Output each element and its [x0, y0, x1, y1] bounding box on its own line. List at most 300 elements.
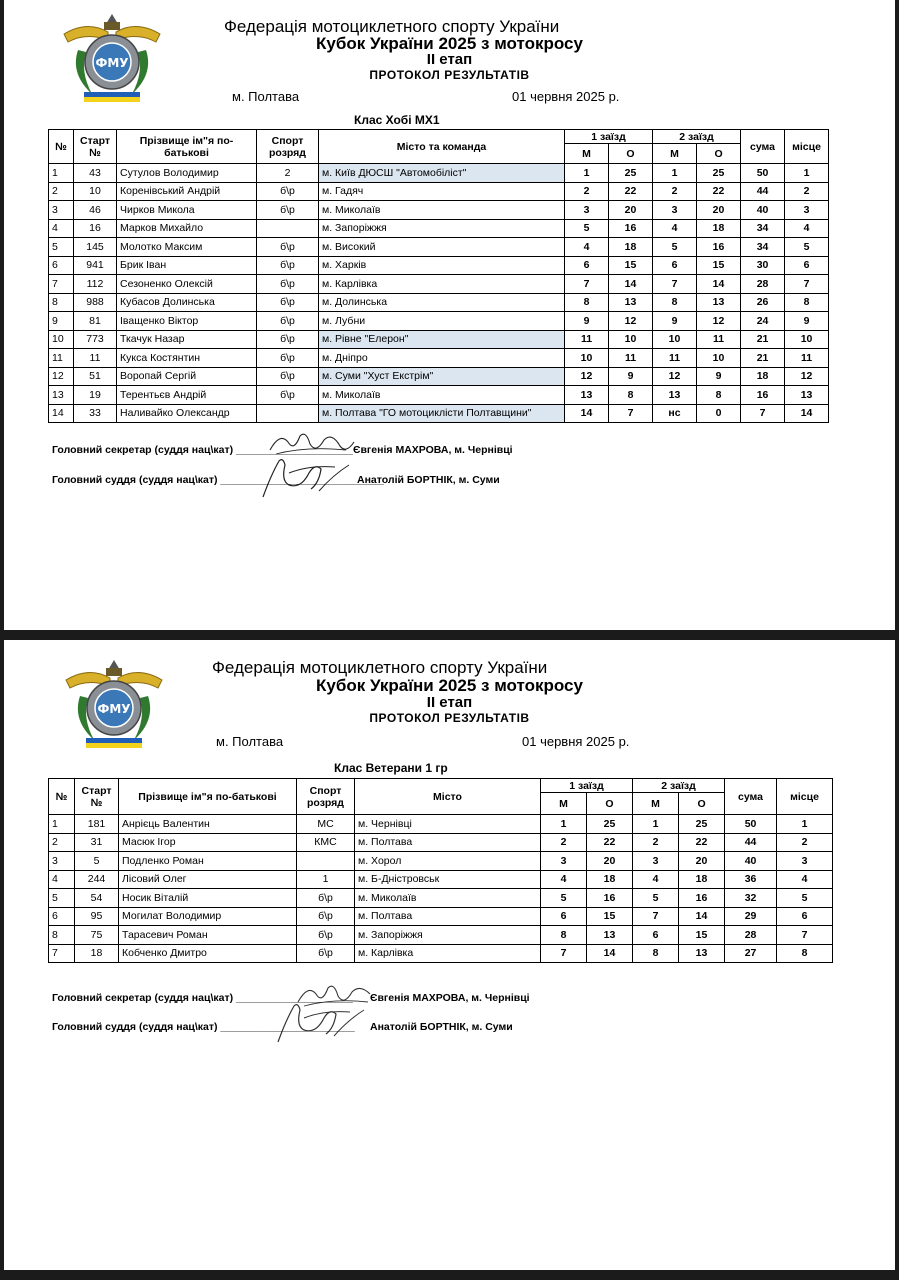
class-title: Клас Хобі МХ1 [354, 113, 440, 127]
col-start: Старт № [75, 779, 119, 815]
cell-rank: 1 [297, 870, 355, 889]
table-row [49, 386, 829, 405]
col-race1-o: О [609, 144, 653, 164]
col-race2: 2 заїзд [633, 779, 725, 793]
federation-logo [62, 12, 162, 106]
cell-race2-o: 22 [697, 182, 741, 201]
cell-race1-m: 6 [541, 907, 587, 926]
cell-race1-o: 15 [587, 907, 633, 926]
col-race2-m: М [633, 793, 679, 815]
cell-start: 18 [75, 944, 119, 963]
cell-rank: б\р [257, 293, 319, 312]
cell-race2-m: 6 [633, 926, 679, 945]
col-place: місце [777, 779, 833, 815]
cell-race2-o: 18 [679, 870, 725, 889]
cell-name: Носик Віталій [119, 889, 297, 908]
cell-race2-o: 25 [679, 815, 725, 834]
cell-race1-m: 6 [565, 256, 609, 275]
col-race2-o: О [679, 793, 725, 815]
table-row [49, 907, 833, 926]
cell-num: 5 [49, 889, 75, 908]
cell-num: 10 [49, 330, 74, 349]
cell-start: 33 [74, 404, 117, 423]
cell-place: 1 [777, 815, 833, 834]
cell-name: Сутулов Володимир [117, 164, 257, 183]
judge-label: Головний суддя (суддя нац\кат) _______________________ [52, 1021, 355, 1033]
cell-race2-o: 14 [697, 275, 741, 294]
cell-race2-o: 9 [697, 367, 741, 386]
cell-race1-o: 8 [609, 386, 653, 405]
cell-team: м. Лубни [319, 312, 565, 331]
cell-sum: 21 [741, 330, 785, 349]
cell-place: 1 [785, 164, 829, 183]
cell-race2-o: 13 [679, 944, 725, 963]
cell-team: м. Карлівка [355, 944, 541, 963]
col-race2-m: М [653, 144, 697, 164]
cell-race2-m: 4 [633, 870, 679, 889]
col-race1: 1 заїзд [541, 779, 633, 793]
cell-sum: 50 [725, 815, 777, 834]
cell-name: Тарасевич Роман [119, 926, 297, 945]
cell-start: 31 [75, 833, 119, 852]
table-row [49, 889, 833, 908]
table-row [49, 404, 829, 423]
cell-rank: КМС [297, 833, 355, 852]
cell-race1-o: 25 [587, 815, 633, 834]
col-team: Місто та команда [319, 130, 565, 164]
logo-text: ФМУ [95, 56, 129, 70]
cell-team: м. Київ ДЮСШ "Автомобіліст" [319, 164, 565, 183]
cell-race1-m: 10 [565, 349, 609, 368]
secretary-label: Головний секретар (суддя нац\кат) ____________________ [52, 444, 353, 456]
cell-race1-m: 2 [565, 182, 609, 201]
col-place: місце [785, 130, 829, 164]
cell-race1-m: 3 [541, 852, 587, 871]
cell-race1-m: 5 [541, 889, 587, 908]
cell-race1-o: 14 [609, 275, 653, 294]
col-rank: Спорт розряд [257, 130, 319, 164]
cell-race2-m: 3 [633, 852, 679, 871]
cell-name: Сезоненко Олексій [117, 275, 257, 294]
cell-place: 6 [785, 256, 829, 275]
cell-name: Лісовий Олег [119, 870, 297, 889]
cell-rank: б\р [257, 201, 319, 220]
cell-start: 5 [75, 852, 119, 871]
cell-num: 14 [49, 404, 74, 423]
cell-sum: 40 [725, 852, 777, 871]
cell-team: м. Високий [319, 238, 565, 257]
cell-start: 773 [74, 330, 117, 349]
cell-team: м. Миколаїв [319, 386, 565, 405]
cell-team: м. Карлівка [319, 275, 565, 294]
cell-place: 4 [777, 870, 833, 889]
cell-place: 8 [777, 944, 833, 963]
protocol-page-2 [4, 640, 895, 1270]
cell-place: 3 [785, 201, 829, 220]
cell-race2-m: 2 [653, 182, 697, 201]
cell-num: 6 [49, 907, 75, 926]
cell-start: 51 [74, 367, 117, 386]
cell-num: 7 [49, 944, 75, 963]
cell-race2-o: 13 [697, 293, 741, 312]
judge-name: Анатолій БОРТНІК, м. Суми [357, 474, 500, 486]
federation-title: Федерація мотоциклетного спорту України [212, 658, 548, 677]
cell-race2-o: 14 [679, 907, 725, 926]
cell-name: Наливайко Олександр [117, 404, 257, 423]
col-race1-m: М [565, 144, 609, 164]
cell-race1-o: 11 [609, 349, 653, 368]
cell-sum: 29 [725, 907, 777, 926]
cell-team: м. Хорол [355, 852, 541, 871]
cell-team: м. Дніпро [319, 349, 565, 368]
cell-name: Масюк Ігор [119, 833, 297, 852]
cell-team: м. Полтава [355, 833, 541, 852]
cell-sum: 21 [741, 349, 785, 368]
class-title: Клас Ветерани 1 гр [334, 761, 448, 775]
cell-race2-m: 9 [653, 312, 697, 331]
cell-race2-o: 0 [697, 404, 741, 423]
cell-start: 16 [74, 219, 117, 238]
table-row [49, 256, 829, 275]
cell-race1-o: 15 [609, 256, 653, 275]
cell-race1-o: 20 [587, 852, 633, 871]
cell-race1-o: 12 [609, 312, 653, 331]
cell-race1-o: 22 [609, 182, 653, 201]
cell-race1-o: 10 [609, 330, 653, 349]
cell-place: 5 [777, 889, 833, 908]
cell-rank: б\р [297, 926, 355, 945]
cell-race2-o: 8 [697, 386, 741, 405]
cell-race1-o: 16 [609, 219, 653, 238]
cell-race1-o: 25 [609, 164, 653, 183]
results-table [48, 778, 833, 963]
cell-start: 941 [74, 256, 117, 275]
cell-race1-o: 20 [609, 201, 653, 220]
cell-name: Коренівський Андрій [117, 182, 257, 201]
cell-team: м. Запоріжжя [319, 219, 565, 238]
cell-race2-o: 16 [679, 889, 725, 908]
cell-sum: 30 [741, 256, 785, 275]
col-name: Прізвище ім"я по-батькові [117, 130, 257, 164]
cell-rank [297, 852, 355, 871]
cell-rank: б\р [257, 386, 319, 405]
cell-race1-o: 22 [587, 833, 633, 852]
cell-race1-m: 2 [541, 833, 587, 852]
cell-team: м. Суми "Хуст Екстрім" [319, 367, 565, 386]
logo-text: ФМУ [97, 702, 131, 716]
cell-place: 11 [785, 349, 829, 368]
table-row [49, 275, 829, 294]
protocol-title: ПРОТОКОЛ РЕЗУЛЬТАТІВ [369, 68, 530, 82]
cell-rank: б\р [257, 349, 319, 368]
results-table [48, 129, 829, 423]
cell-race2-m: 7 [633, 907, 679, 926]
cell-race2-m: 8 [653, 293, 697, 312]
cell-sum: 34 [741, 219, 785, 238]
cell-race2-o: 11 [697, 330, 741, 349]
cell-team: м. Миколаїв [355, 889, 541, 908]
cell-race2-o: 20 [697, 201, 741, 220]
cell-start: 244 [75, 870, 119, 889]
cell-sum: 44 [741, 182, 785, 201]
col-start: Старт № [74, 130, 117, 164]
table-row [49, 164, 829, 183]
cell-race2-o: 18 [697, 219, 741, 238]
cell-name: Кукса Костянтин [117, 349, 257, 368]
col-sum: сума [725, 779, 777, 815]
table-row [49, 349, 829, 368]
cell-rank [257, 219, 319, 238]
cell-start: 145 [74, 238, 117, 257]
cell-start: 10 [74, 182, 117, 201]
cell-num: 2 [49, 833, 75, 852]
secretary-name: Євгенія МАХРОВА, м. Чернівці [370, 992, 530, 1004]
cell-num: 8 [49, 293, 74, 312]
cell-race2-m: 12 [653, 367, 697, 386]
cell-race2-o: 16 [697, 238, 741, 257]
event-date: 01 червня 2025 р. [522, 734, 630, 749]
table-row [49, 367, 829, 386]
cell-start: 988 [74, 293, 117, 312]
cell-race2-o: 25 [697, 164, 741, 183]
cell-name: Молотко Максим [117, 238, 257, 257]
stage-title: ІІ етап [426, 694, 473, 711]
cell-rank: б\р [257, 330, 319, 349]
cell-race2-m: 13 [653, 386, 697, 405]
cell-race1-m: 1 [565, 164, 609, 183]
cell-rank: б\р [257, 182, 319, 201]
judge-name: Анатолій БОРТНІК, м. Суми [370, 1021, 513, 1033]
cell-name: Могилат Володимир [119, 907, 297, 926]
cell-race2-m: 5 [653, 238, 697, 257]
cell-start: 95 [75, 907, 119, 926]
cell-race2-m: 10 [653, 330, 697, 349]
cell-race1-m: 9 [565, 312, 609, 331]
table-row [49, 293, 829, 312]
cell-race1-m: 3 [565, 201, 609, 220]
cell-sum: 24 [741, 312, 785, 331]
cell-rank: б\р [297, 907, 355, 926]
cell-sum: 36 [725, 870, 777, 889]
table-row [49, 833, 833, 852]
cell-rank: б\р [297, 944, 355, 963]
cell-place: 7 [777, 926, 833, 945]
cell-place: 6 [777, 907, 833, 926]
stage-title: ІІ етап [426, 51, 473, 68]
cell-race1-m: 7 [541, 944, 587, 963]
cell-name: Воропай Сергій [117, 367, 257, 386]
cell-race1-o: 16 [587, 889, 633, 908]
cell-place: 10 [785, 330, 829, 349]
cell-race2-m: нс [653, 404, 697, 423]
cell-start: 181 [75, 815, 119, 834]
col-race1-o: О [587, 793, 633, 815]
cell-start: 81 [74, 312, 117, 331]
cell-race1-m: 1 [541, 815, 587, 834]
table-row [49, 312, 829, 331]
cell-rank: б\р [297, 889, 355, 908]
cell-race2-o: 22 [679, 833, 725, 852]
cell-place: 12 [785, 367, 829, 386]
cell-rank: б\р [257, 238, 319, 257]
cell-sum: 34 [741, 238, 785, 257]
cell-team: м. Полтава [355, 907, 541, 926]
cell-sum: 50 [741, 164, 785, 183]
table-row [49, 330, 829, 349]
cell-rank: б\р [257, 367, 319, 386]
cell-race2-o: 12 [697, 312, 741, 331]
cell-team: м. Полтава "ГО мотоциклісти Полтавщини" [319, 404, 565, 423]
cell-name: Терентьєв Андрій [117, 386, 257, 405]
cell-name: Марков Михайло [117, 219, 257, 238]
cell-race1-o: 18 [587, 870, 633, 889]
cell-team: м. Гадяч [319, 182, 565, 201]
cell-race2-m: 1 [653, 164, 697, 183]
cell-team: м. Долинська [319, 293, 565, 312]
event-city: м. Полтава [216, 734, 284, 749]
cell-race1-o: 9 [609, 367, 653, 386]
cell-name: Кобченко Дмитро [119, 944, 297, 963]
cell-name: Брик Іван [117, 256, 257, 275]
cell-race2-m: 5 [633, 889, 679, 908]
cell-team: м. Б-Дністровськ [355, 870, 541, 889]
cell-num: 3 [49, 201, 74, 220]
table-row [49, 219, 829, 238]
cell-team: м. Миколаїв [319, 201, 565, 220]
cell-place: 7 [785, 275, 829, 294]
cell-start: 54 [75, 889, 119, 908]
cell-start: 11 [74, 349, 117, 368]
event-date: 01 червня 2025 р. [512, 89, 620, 104]
cell-num: 3 [49, 852, 75, 871]
col-race2-o: О [697, 144, 741, 164]
cup-title: Кубок України 2025 з мотокросу [316, 676, 583, 695]
cell-race1-o: 7 [609, 404, 653, 423]
cell-race1-m: 8 [565, 293, 609, 312]
cup-title: Кубок України 2025 з мотокросу [316, 34, 583, 53]
cell-place: 5 [785, 238, 829, 257]
cell-race1-m: 8 [541, 926, 587, 945]
col-race1-m: М [541, 793, 587, 815]
cell-num: 1 [49, 164, 74, 183]
cell-num: 8 [49, 926, 75, 945]
cell-race1-m: 13 [565, 386, 609, 405]
cell-race1-o: 14 [587, 944, 633, 963]
cell-place: 4 [785, 219, 829, 238]
cell-name: Подленко Роман [119, 852, 297, 871]
cell-num: 11 [49, 349, 74, 368]
cell-race2-o: 10 [697, 349, 741, 368]
col-num: № [49, 130, 74, 164]
cell-race2-o: 20 [679, 852, 725, 871]
cell-sum: 32 [725, 889, 777, 908]
cell-place: 13 [785, 386, 829, 405]
table-row [49, 238, 829, 257]
cell-num: 13 [49, 386, 74, 405]
cell-num: 6 [49, 256, 74, 275]
cell-race2-m: 11 [653, 349, 697, 368]
cell-race1-m: 4 [565, 238, 609, 257]
cell-race2-m: 8 [633, 944, 679, 963]
cell-num: 5 [49, 238, 74, 257]
secretary-name: Євгенія МАХРОВА, м. Чернівці [353, 444, 513, 456]
cell-start: 46 [74, 201, 117, 220]
cell-rank: б\р [257, 256, 319, 275]
col-race2: 2 заїзд [653, 130, 741, 144]
cell-sum: 26 [741, 293, 785, 312]
cell-race2-m: 7 [653, 275, 697, 294]
cell-race2-m: 3 [653, 201, 697, 220]
cell-name: Анрієць Валентин [119, 815, 297, 834]
cell-start: 112 [74, 275, 117, 294]
cell-place: 2 [777, 833, 833, 852]
cell-sum: 7 [741, 404, 785, 423]
cell-name: Ткачук Назар [117, 330, 257, 349]
cell-place: 8 [785, 293, 829, 312]
cell-place: 9 [785, 312, 829, 331]
event-city: м. Полтава [232, 89, 300, 104]
cell-race1-o: 18 [609, 238, 653, 257]
cell-num: 2 [49, 182, 74, 201]
cell-race1-o: 13 [609, 293, 653, 312]
table-row [49, 926, 833, 945]
table-row [49, 815, 833, 834]
table-row [49, 852, 833, 871]
table-row [49, 182, 829, 201]
cell-race2-m: 2 [633, 833, 679, 852]
cell-start: 43 [74, 164, 117, 183]
col-team: Місто [355, 779, 541, 815]
cell-name: Кубасов Долинська [117, 293, 257, 312]
cell-num: 12 [49, 367, 74, 386]
cell-race1-m: 11 [565, 330, 609, 349]
cell-rank: 2 [257, 164, 319, 183]
protocol-title: ПРОТОКОЛ РЕЗУЛЬТАТІВ [369, 711, 530, 725]
col-rank: Спорт розряд [297, 779, 355, 815]
cell-rank: б\р [257, 275, 319, 294]
cell-num: 4 [49, 219, 74, 238]
cell-race2-o: 15 [697, 256, 741, 275]
col-num: № [49, 779, 75, 815]
cell-sum: 28 [741, 275, 785, 294]
federation-logo [64, 658, 164, 752]
table-row [49, 944, 833, 963]
cell-race1-m: 5 [565, 219, 609, 238]
cell-start: 75 [75, 926, 119, 945]
cell-place: 14 [785, 404, 829, 423]
cell-sum: 40 [741, 201, 785, 220]
cell-team: м. Рівне "Елерон" [319, 330, 565, 349]
col-name: Прізвище ім"я по-батькові [119, 779, 297, 815]
secretary-label: Головний секретар (суддя нац\кат) ____________________ [52, 992, 353, 1004]
col-race1: 1 заїзд [565, 130, 653, 144]
table-row [49, 201, 829, 220]
cell-rank: б\р [257, 312, 319, 331]
protocol-page-1 [4, 0, 895, 630]
cell-race2-o: 15 [679, 926, 725, 945]
cell-sum: 28 [725, 926, 777, 945]
cell-team: м. Чернівці [355, 815, 541, 834]
cell-race1-m: 7 [565, 275, 609, 294]
judge-label: Головний суддя (суддя нац\кат) ____________________________ [52, 474, 384, 486]
cell-team: м. Запоріжжя [355, 926, 541, 945]
cell-num: 1 [49, 815, 75, 834]
cell-race2-m: 1 [633, 815, 679, 834]
cell-race1-m: 14 [565, 404, 609, 423]
cell-sum: 18 [741, 367, 785, 386]
cell-race2-m: 6 [653, 256, 697, 275]
cell-num: 7 [49, 275, 74, 294]
